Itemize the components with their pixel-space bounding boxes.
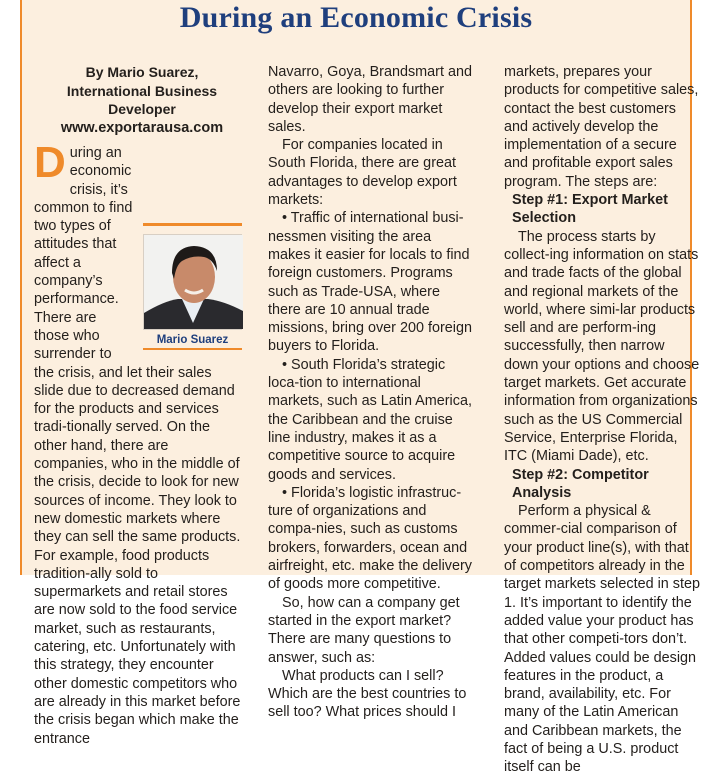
- author-photo: [143, 234, 242, 330]
- photo-bottom-rule: [143, 348, 242, 350]
- column-3: [504, 63, 700, 777]
- byline: [42, 63, 242, 137]
- paragraph: The process starts by collect-ing information on stats and trade facts of the global and regional markets of the world, where simi-lar products sell and are perform-ing successfully, then narrow down your options and choose target markets. Get accurate information from organizations such as the US Commercial Service, Enterprise Florida, ITC (Miami Dade), etc.: [504, 228, 700, 465]
- bullet-item: • Florida’s logistic infrastruc-ture of organizations and compa-nies, such as customs brokers, forwarders, ocean and airfreight, etc. make the delivery of goods more competitive.: [268, 484, 472, 593]
- article-title: During an Economic Crisis: [179, 1, 533, 34]
- byline-website: www.exportarausa.com: [60, 119, 224, 136]
- paragraph: markets, prepares your products for competitive sales, contact the best customers and actively develop the implementation of a secure and profitable export sales program. The steps are:: [504, 64, 699, 190]
- photo-top-rule: [143, 223, 242, 226]
- bullet-item: • South Florida’s strategic loca-tion to international markets, such as Latin America, the Caribbean and the cruise line industry, makes it as a competitive source to acquire goods and services.: [268, 356, 472, 483]
- intro-text: uring an economic crisis, it’s common to find two types of attitudes that affect a company’s performance. There are those who surrender to the crisis, and let their sales slide due to decreased demand for the products and services tradi-tionally served. On the other hand, there are companies, who in the middle of the crisis, decide to look for new sources of income. They look to new domestic markets where they can sell the same products. For example, food products tradition-ally sold to supermarkets and retail stores are now sold to the food service market, such as restaurants, catering, etc. Unfortunately with this strategy, they encounter other domestic competitors who are already in this market before the crisis began which make the entrance: [34, 145, 241, 747]
- photo-caption: Mario Suarez: [156, 334, 229, 346]
- paragraph: For companies located in South Florida, there are great advantages to develop export markets:: [268, 137, 457, 209]
- paragraph: So, how can a company get started in the export market? There are many questions to answer, such as:: [268, 594, 460, 666]
- article-panel: [20, 0, 700, 776]
- column-1: [34, 63, 242, 748]
- drop-cap: D: [34, 138, 66, 187]
- paragraph: Navarro, Goya, Brandsmart and others are looking to further develop their export market sales.: [268, 64, 472, 135]
- column-2: [268, 63, 476, 722]
- bullet-item: • Traffic of international busi-nessmen visiting the area makes it easier for locals to find foreign customers. Programs such as Trade-USA, where there are 10 annual trade missions, bring over 200 foreign buyers to Florida.: [268, 210, 472, 355]
- step-1-heading: Step #1: Export Market Selection: [512, 192, 668, 227]
- author-portrait-image: [144, 235, 243, 329]
- byline-role: International Business Developer: [66, 82, 218, 117]
- byline-author: By Mario Suarez,: [85, 64, 199, 80]
- author-photo-box: [143, 223, 242, 350]
- paragraph: What products can I sell? Which are the best countries to sell too? What prices should I: [268, 667, 467, 721]
- step-2-heading: Step #2: Competitor Analysis: [512, 466, 649, 501]
- paragraph: Perform a physical & commer-cial comparison of your product line(s), with that of competitors already in the target markets selected in step 1. It’s important to identify the added value your product has that other competi-tors don’t. Added values could be design features in the product, a brand, availability, etc. For many of the Latin American and Caribbean markets, the fact of being a U.S. product itself can be: [504, 503, 700, 776]
